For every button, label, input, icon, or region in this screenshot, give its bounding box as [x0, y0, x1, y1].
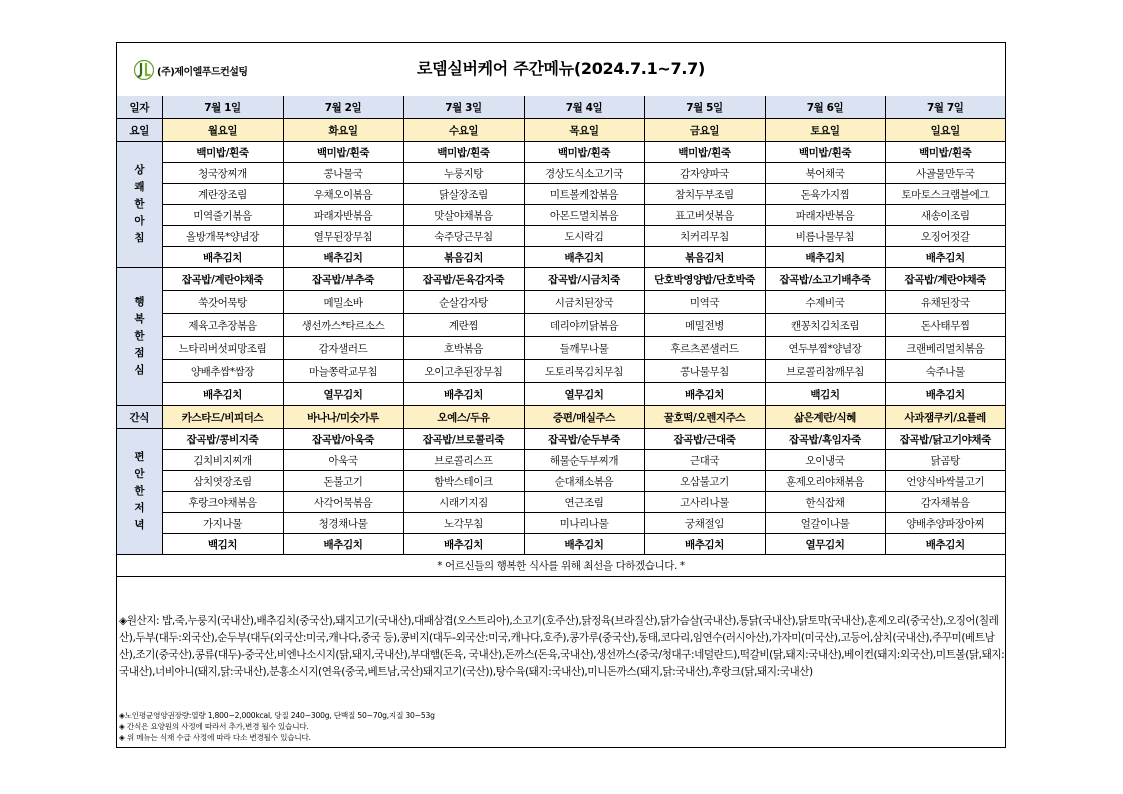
company-name: (주)제이엘푸드컨설팅	[157, 66, 248, 78]
dinner-row	[117, 429, 1005, 450]
menu-item: 토마토스크램블에그	[885, 184, 1005, 205]
origin-info: ◈원산지: 밥,죽,누룽지(국내산),배추김치(중국산),돼지고기(국내산),대패삼겹(오스트리아),소고기(호주산),닭정육(브라질산),닭가슴살(국내산),통닭(국내산),닭토막(국내산),훈제오리(중국산),오징어(칠레산),두부(대두:외국산),순두부(대두(외국산:미국,캐나다,중국 등),콩비지(대두-외국산:미국,캐나다,호주),콩가루(중국산),동태,코다리,임연수(러시아산),가자미(미국산),고등어,삼치(국내산),주꾸미(베트남산),조기(중국산),콩류(대두)-중국산,비엔나소시지(닭,돼지,국내산),부대햄(돈육, 국내산),돈까스(돈육,국내산),생선까스(중국/청대구:네덜란드),떡갈비(닭,돼지:국내산),베이컨(돼지:외국산),미트볼(닭,돼지:국내산),너비아니(돼지,닭:국내산),분홍소시지(연육(중국,베트남,국산)돼지고기(국산)),탕수육(돼지:국내산),미니돈까스(돼지,닭:국내산),후랑크(닭,돼지:국내산)	[119, 615, 1005, 678]
menu-item: 캔꽁치김치조림	[765, 314, 885, 337]
menu-item: 오이냉국	[765, 450, 885, 471]
menu-item: 돈육가지찜	[765, 184, 885, 205]
menu-item: 아몬드멸치볶음	[524, 205, 644, 226]
meal-label-char: 편	[134, 451, 145, 463]
menu-item: 백미밥/흰죽	[283, 142, 403, 163]
menu-item: 후랑크야채볶음	[162, 492, 283, 513]
menu-item: 궁채절임	[644, 513, 765, 534]
menu-item: 삼치엿장조림	[162, 471, 283, 492]
menu-item: 잡곡밥/계란야채죽	[885, 268, 1005, 291]
menu-sheet	[116, 42, 1006, 748]
menu-item: 잡곡밥/순두부죽	[524, 429, 644, 450]
menu-item: 노각무침	[403, 513, 524, 534]
date-cell: 7월 2일	[283, 96, 403, 119]
menu-item: 수제비국	[765, 291, 885, 314]
menu-item: 함박스테이크	[403, 471, 524, 492]
menu-item: 훈제오리야채볶음	[765, 471, 885, 492]
menu-item: 볶음김치	[403, 247, 524, 268]
menu-item: 올방개묵*양념장	[162, 226, 283, 247]
breakfast-row	[117, 184, 1005, 205]
snack-cell: 삶은계란/식혜	[765, 406, 885, 429]
meal-label-char: 아	[134, 215, 145, 227]
menu-item: 도토리묵김치무침	[524, 360, 644, 383]
breakfast-row	[117, 226, 1005, 247]
meal-label-char: 상	[134, 164, 145, 176]
snack-cell: 바나나/미숫가루	[283, 406, 403, 429]
date-cell: 7월 4일	[524, 96, 644, 119]
lunch-row	[117, 291, 1005, 314]
menu-item: 잡곡밥/근대죽	[644, 429, 765, 450]
menu-item: 브로콜리스프	[403, 450, 524, 471]
menu-item: 잡곡밥/부추죽	[283, 268, 403, 291]
meal-label-char: 한	[134, 485, 145, 497]
menu-item: 후르츠콘샐러드	[644, 337, 765, 360]
menu-item: 파래자반볶음	[283, 205, 403, 226]
meal-label-char: 쾌	[134, 181, 145, 193]
menu-item: 콩나물무침	[644, 360, 765, 383]
header	[117, 43, 1005, 97]
dinner-row	[117, 492, 1005, 513]
menu-item: 볶음김치	[644, 247, 765, 268]
menu-item: 백미밥/흰죽	[403, 142, 524, 163]
menu-item: 브로콜리참깨무침	[765, 360, 885, 383]
menu-item: 돈불고기	[283, 471, 403, 492]
menu-item: 닭곰탕	[885, 450, 1005, 471]
menu-item: 생선까스*타르소스	[283, 314, 403, 337]
menu-item: 누룽지탕	[403, 163, 524, 184]
date-cell: 7월 1일	[162, 96, 283, 119]
menu-item: 양배추양파장아찌	[885, 513, 1005, 534]
menu-item: 배추김치	[885, 247, 1005, 268]
note-line: ◈ 간식은 요양원의 사정에 따라서 추가,변경 될수 있습니다.	[119, 722, 309, 731]
menu-item: 청국장찌개	[162, 163, 283, 184]
menu-item: 쑥갓어묵탕	[162, 291, 283, 314]
menu-item: 배추김치	[885, 534, 1005, 555]
menu-item: 백미밥/흰죽	[885, 142, 1005, 163]
menu-item: 참치두부조림	[644, 184, 765, 205]
menu-item: 데리야끼닭볶음	[524, 314, 644, 337]
menu-item: 시래기지짐	[403, 492, 524, 513]
date-row	[117, 96, 1005, 119]
menu-item: 김치비지찌개	[162, 450, 283, 471]
breakfast-row	[117, 205, 1005, 226]
menu-item: 크랜베리멸치볶음	[885, 337, 1005, 360]
meal-label-char: 저	[134, 502, 145, 514]
menu-item: 오이고추된장무침	[403, 360, 524, 383]
menu-item: 계란찜	[403, 314, 524, 337]
weekly-menu-table	[117, 96, 1005, 577]
notice-text: * 어르신들의 행복한 식사를 위해 최선을 다하겠습니다. *	[117, 555, 1005, 577]
menu-item: 백미밥/흰죽	[644, 142, 765, 163]
menu-item: 사골물만두국	[885, 163, 1005, 184]
menu-item: 배추김치	[765, 247, 885, 268]
menu-item: 미역국	[644, 291, 765, 314]
breakfast-label	[117, 142, 162, 268]
menu-item: 우채오이볶음	[283, 184, 403, 205]
notes	[119, 710, 1005, 743]
menu-item: 제육고추장볶음	[162, 314, 283, 337]
menu-item: 배추김치	[644, 534, 765, 555]
menu-item: 감자채볶음	[885, 492, 1005, 513]
snack-row	[117, 406, 1005, 429]
lunch-row	[117, 337, 1005, 360]
breakfast-row	[117, 142, 1005, 163]
menu-item: 배추김치	[283, 247, 403, 268]
meal-label-char: 한	[134, 198, 145, 210]
menu-item: 백미밥/흰죽	[524, 142, 644, 163]
meal-label-char: 녁	[134, 519, 145, 531]
menu-item: 언양식바싹불고기	[885, 471, 1005, 492]
menu-item: 감자샐러드	[283, 337, 403, 360]
menu-item: 백김치	[765, 383, 885, 406]
date-cell: 7월 7일	[885, 96, 1005, 119]
menu-item: 열무된장무침	[283, 226, 403, 247]
date-cell: 7월 5일	[644, 96, 765, 119]
meal-label-char: 한	[134, 330, 145, 342]
menu-item: 청경채나물	[283, 513, 403, 534]
menu-item: 돈사태무찜	[885, 314, 1005, 337]
weekday-header: 요일	[117, 119, 162, 142]
snack-cell: 오예스/두유	[403, 406, 524, 429]
meal-label-char: 점	[134, 347, 145, 359]
menu-item: 표고버섯볶음	[644, 205, 765, 226]
menu-item: 배추김치	[524, 534, 644, 555]
menu-item: 잡곡밥/흑임자죽	[765, 429, 885, 450]
menu-item: 오삼불고기	[644, 471, 765, 492]
menu-item: 호박볶음	[403, 337, 524, 360]
date-cell: 7월 6일	[765, 96, 885, 119]
menu-item: 배추김치	[403, 534, 524, 555]
lunch-label	[117, 268, 162, 406]
menu-item: 가지나물	[162, 513, 283, 534]
weekday-row	[117, 119, 1005, 142]
lunch-row	[117, 383, 1005, 406]
menu-item: 사각어묵볶음	[283, 492, 403, 513]
menu-item: 백김치	[162, 534, 283, 555]
menu-item: 메밀전병	[644, 314, 765, 337]
menu-item: 열무김치	[765, 534, 885, 555]
menu-item: 연두부찜*양념장	[765, 337, 885, 360]
menu-item: 고사리나물	[644, 492, 765, 513]
breakfast-row	[117, 163, 1005, 184]
menu-item: 잡곡밥/돈육감자죽	[403, 268, 524, 291]
menu-item: 단호박영양밥/단호박죽	[644, 268, 765, 291]
menu-item: 순살감자탕	[403, 291, 524, 314]
menu-item: 근대국	[644, 450, 765, 471]
menu-item: 메밀소바	[283, 291, 403, 314]
menu-item: 미트볼케찹볶음	[524, 184, 644, 205]
menu-item: 열무김치	[524, 383, 644, 406]
menu-item: 파래자반볶음	[765, 205, 885, 226]
menu-item: 잡곡밥/닭고기야채죽	[885, 429, 1005, 450]
meal-label-char: 심	[134, 364, 145, 376]
dinner-row	[117, 450, 1005, 471]
menu-item: 양배추쌈*쌈장	[162, 360, 283, 383]
snack-cell: 카스타드/비피더스	[162, 406, 283, 429]
weekday-cell: 월요일	[162, 119, 283, 142]
menu-item: 숙주당근무침	[403, 226, 524, 247]
menu-item: 들깨무나물	[524, 337, 644, 360]
menu-item: 경상도식소고기국	[524, 163, 644, 184]
meal-label-char: 침	[134, 232, 145, 244]
dinner-row	[117, 534, 1005, 555]
snack-cell: 꿀호떡/오렌지주스	[644, 406, 765, 429]
menu-item: 열무김치	[283, 383, 403, 406]
menu-item: 숙주나물	[885, 360, 1005, 383]
menu-item: 비름나물무침	[765, 226, 885, 247]
menu-item: 잡곡밥/계란야채죽	[162, 268, 283, 291]
menu-item: 유채된장국	[885, 291, 1005, 314]
meal-label-char: 안	[134, 468, 145, 480]
lunch-row	[117, 314, 1005, 337]
snack-cell: 사과잼쿠키/요플레	[885, 406, 1005, 429]
weekday-cell: 화요일	[283, 119, 403, 142]
lunch-row	[117, 360, 1005, 383]
weekday-cell: 일요일	[885, 119, 1005, 142]
menu-item: 시금치된장국	[524, 291, 644, 314]
menu-item: 치커리무침	[644, 226, 765, 247]
menu-item: 배추김치	[162, 383, 283, 406]
menu-item: 마늘쫑락교무침	[283, 360, 403, 383]
menu-item: 미역줄기볶음	[162, 205, 283, 226]
menu-item: 배추김치	[644, 383, 765, 406]
menu-item: 배추김치	[162, 247, 283, 268]
menu-item: 잡곡밥/아욱죽	[283, 429, 403, 450]
menu-item: 새송이조림	[885, 205, 1005, 226]
menu-item: 아욱국	[283, 450, 403, 471]
menu-item: 배추김치	[403, 383, 524, 406]
menu-item: 배추김치	[283, 534, 403, 555]
date-cell: 7월 3일	[403, 96, 524, 119]
weekday-cell: 목요일	[524, 119, 644, 142]
menu-item: 콩나물국	[283, 163, 403, 184]
date-header: 일자	[117, 96, 162, 119]
menu-item: 맛살야채볶음	[403, 205, 524, 226]
menu-item: 연근조림	[524, 492, 644, 513]
menu-item: 닭살장조림	[403, 184, 524, 205]
breakfast-row	[117, 247, 1005, 268]
dinner-row	[117, 471, 1005, 492]
menu-item: 도시락김	[524, 226, 644, 247]
weekday-cell: 토요일	[765, 119, 885, 142]
menu-item: 해물순두부찌개	[524, 450, 644, 471]
snack-header: 간식	[117, 406, 162, 429]
notice-row	[117, 555, 1005, 577]
menu-item: 잡곡밥/시금치죽	[524, 268, 644, 291]
lunch-row	[117, 268, 1005, 291]
menu-item: 배추김치	[524, 247, 644, 268]
meal-label-char: 복	[134, 313, 145, 325]
menu-item: 잡곡밥/콩비지죽	[162, 429, 283, 450]
menu-item: 느타리버섯피망조림	[162, 337, 283, 360]
menu-item: 잡곡밥/소고기배추죽	[765, 268, 885, 291]
menu-item: 배추김치	[885, 383, 1005, 406]
snack-cell: 증편/매실주스	[524, 406, 644, 429]
dinner-row	[117, 513, 1005, 534]
menu-item: 백미밥/흰죽	[162, 142, 283, 163]
meal-label-char: 행	[134, 296, 145, 308]
menu-item: 잡곡밥/브로콜리죽	[403, 429, 524, 450]
menu-item: 오징어젓갈	[885, 226, 1005, 247]
weekday-cell: 금요일	[644, 119, 765, 142]
menu-item: 백미밥/흰죽	[765, 142, 885, 163]
menu-item: 계란장조림	[162, 184, 283, 205]
note-line: ◈ 위 메뉴는 식재 수급 사정에 따라 다소 변경될수 있습니다.	[119, 733, 311, 742]
menu-item: 북어채국	[765, 163, 885, 184]
menu-item: 얼갈이나물	[765, 513, 885, 534]
menu-item: 한식잡채	[765, 492, 885, 513]
page-title: 로뎀실버케어 주간메뉴(2024.7.1~7.7)	[417, 59, 705, 78]
menu-item: 순대채소볶음	[524, 471, 644, 492]
dinner-label	[117, 429, 162, 555]
menu-item: 감자양파국	[644, 163, 765, 184]
weekday-cell: 수요일	[403, 119, 524, 142]
menu-item: 미나리나물	[524, 513, 644, 534]
note-line: ◈노인평균영양권장량:열량 1,800~2,000kcal, 당질 240~300g, 단백질 50~70g,지질 30~53g	[119, 711, 435, 720]
